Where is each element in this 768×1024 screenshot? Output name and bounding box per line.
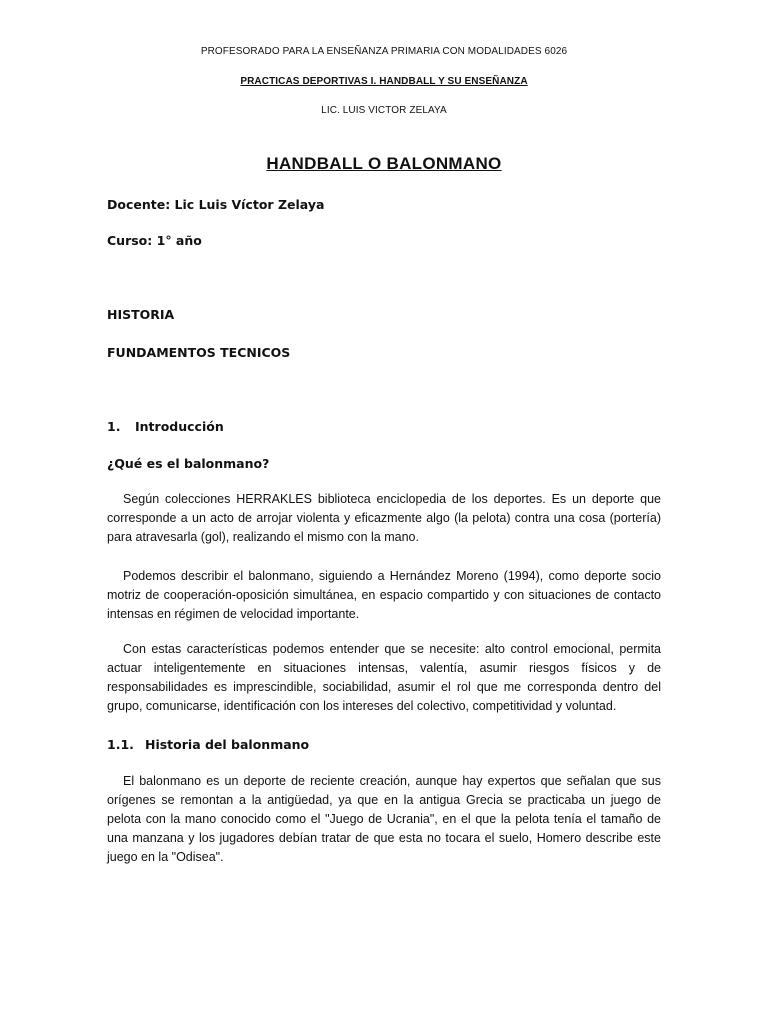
section-title: Historia del balonmano bbox=[145, 737, 310, 752]
section-heading-introduccion bbox=[107, 419, 224, 434]
header-course: PRACTICAS DEPORTIVAS I. HANDBALL Y SU ENSEÑANZA bbox=[240, 76, 528, 87]
teacher-line: Docente: Lic Luis Víctor Zelaya bbox=[107, 197, 325, 212]
paragraph-3: Con estas características podemos entender que se necesite: alto control emocional, permita actuar inteligentemente en situaciones intensas, valentía, asumir riesgos físicos y de responsabilidades es imprescindible, sociabilidad, asumir el rol que me corresponda dentro del grupo, comunicarse, identificación con los intereses del colectivo, competitividad y voluntad. bbox=[107, 642, 661, 713]
paragraph-1: Según colecciones HERRAKLES biblioteca enciclopedia de los deportes. Es un deporte que corresponde a un acto de arrojar violenta y eficazmente algo (la pelota) contra una cosa (portería) para atravesarla (gol), realizando el mismo con la mano. bbox=[107, 492, 661, 544]
section-title: Introducción bbox=[135, 419, 224, 434]
topic-fundamentos: FUNDAMENTOS TECNICOS bbox=[107, 345, 291, 360]
question-heading: ¿Qué es el balonmano? bbox=[107, 456, 270, 471]
document-title: HANDBALL O BALONMANO bbox=[266, 154, 502, 173]
topic-historia: HISTORIA bbox=[107, 307, 175, 322]
section-heading-historia bbox=[107, 737, 309, 752]
header-institution: PROFESORADO PARA LA ENSEÑANZA PRIMARIA CON MODALIDADES 6026 bbox=[200, 46, 568, 57]
header-teacher: LIC. LUIS VICTOR ZELAYA bbox=[321, 105, 447, 116]
paragraph-4: El balonmano es un deporte de reciente creación, aunque hay expertos que señalan que sus orígenes se remontan a la antigüedad, ya que en la antigua Grecia se practicaba un juego de pelota con la mano conocido como el "Juego de Ucrania", en el que la pelota tenía el tamaño de una manzana y los jugadores debían tratar de que esta no tocara el suelo, Homero describe este juego en la "Odisea". bbox=[107, 774, 661, 864]
paragraph-2: Podemos describir el balonmano, siguiendo a Hernández Moreno (1994), como deporte socio motriz de cooperación-oposición simultánea, en espacio compartido y con situaciones de contacto intensas en régimen de velocidad importante. bbox=[107, 569, 661, 621]
course-year-line: Curso: 1° año bbox=[107, 233, 202, 248]
section-number: 1.1. bbox=[107, 737, 134, 752]
section-number: 1. bbox=[107, 419, 121, 434]
